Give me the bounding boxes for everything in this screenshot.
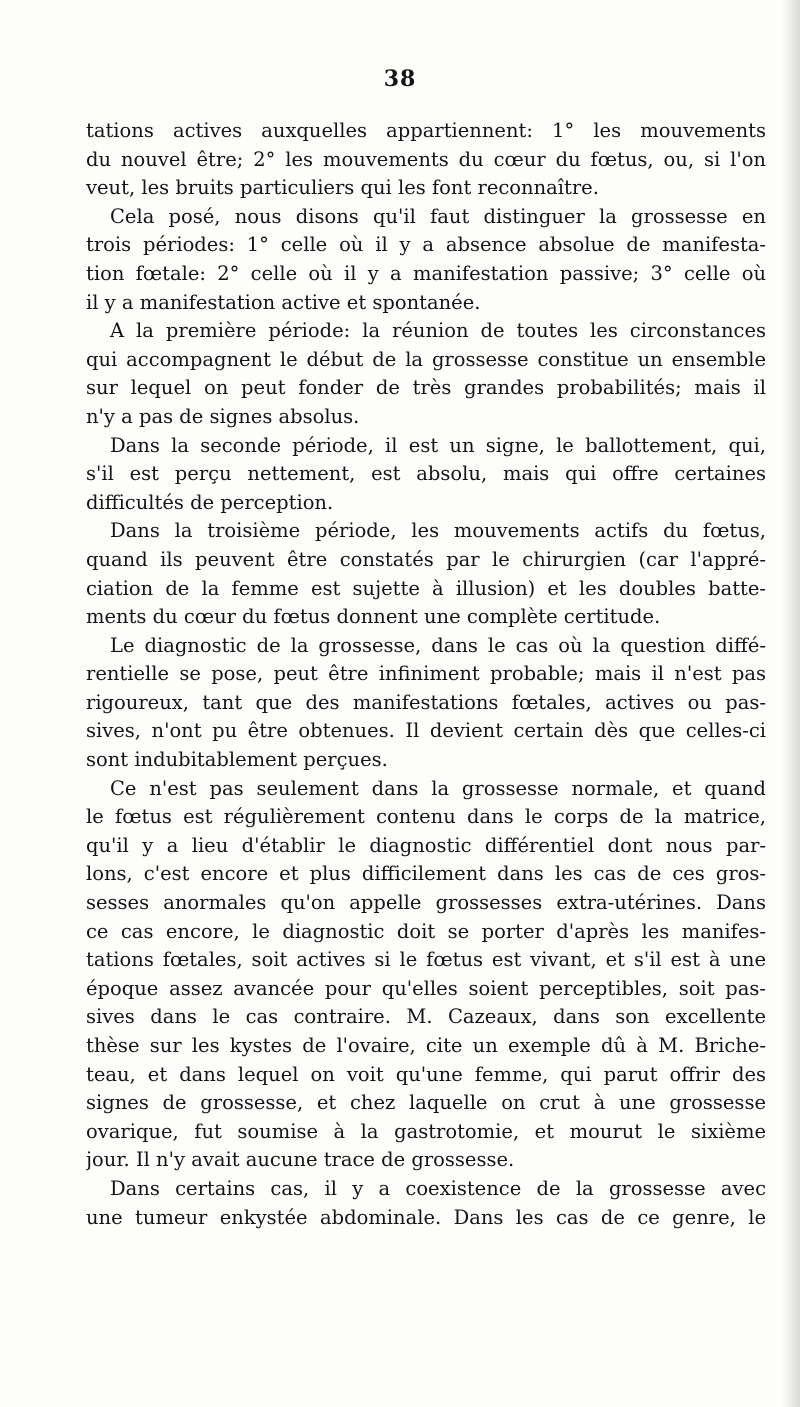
text-line: jour. Il n'y avait aucune trace de grossesse. [86,1148,515,1172]
text-line: A la première période: la réunion de toutes les circonstances [110,319,766,343]
text-line: Ce n'est pas seulement dans la grossesse normale, et quand [110,776,766,800]
text-line: une tumeur enkystée abdominale. Dans les cas de ce genre, le [86,1205,766,1229]
text-line: sives dans le cas contraire. M. Cazeaux, dans son excellente [86,1005,766,1029]
text-line: difficultés de perception. [86,490,334,514]
text-line: ovarique, fut soumise à la gastrotomie, et mourut le sixième [86,1119,766,1143]
text-line: Le diagnostic de la grossesse, dans le cas où la question diffé- [110,633,766,657]
text-line: le fœtus est régulièrement contenu dans le corps de la matrice, [86,805,766,829]
text-line: signes de grossesse, et chez laquelle on crut à une grossesse [86,1091,766,1115]
text-line: il y a manifestation active et spontanée. [86,290,481,314]
text-line: quand ils peuvent être constatés par le chirurgien (car l'appré- [86,547,766,571]
text-line: s'il est perçu nettement, est absolu, mais qui offre certaines [86,462,766,486]
text-line: n'y a pas de signes absolus. [86,404,360,428]
text-line: teau, et dans lequel on voit qu'une femme, qui parut offrir des [86,1062,766,1086]
text-line: thèse sur les kystes de l'ovaire, cite un exemple dû à M. Briche- [86,1034,766,1057]
page-edge-shadow [782,0,800,1407]
text-line: trois périodes: 1° celle où il y a absence absolue de manifesta- [86,233,766,257]
text-line: rentielle se pose, peut être infiniment probable; mais il n'est pas [86,662,766,686]
text-line: Dans la seconde période, il est un signe, le ballottement, qui, [110,433,766,457]
text-line: rigoureux, tant que des manifestations fœtales, actives ou pas- [86,690,766,714]
text-line: ciation de la femme est sujette à illusion) et les doubles batte- [86,576,766,600]
text-line: sur lequel on peut fonder de très grandes probabilités; mais il [86,376,766,400]
text-line: époque assez avancée pour qu'elles soient perceptibles, soit pas- [86,976,766,1000]
text-line: tations actives auxquelles appartiennent: 1° les mouvements [86,119,766,142]
text-line: Dans certains cas, il y a coexistence de la grossesse avec [110,1176,766,1200]
text-line: veut, les bruits particuliers qui les font reconnaître. [86,176,599,200]
text-line: qui accompagnent le début de la grossesse constitue un ensemble [86,347,766,371]
text-line: Cela posé, nous disons qu'il faut distinguer la grossesse en [110,204,766,228]
text-line: tion fœtale: 2° celle où il y a manifestation passive; 3° celle où [86,261,766,285]
text-line: lons, c'est encore et plus difficilement dans les cas de ces gros- [86,862,766,886]
text-line: sesses anormales qu'on appelle grossesses extra-utérines. Dans [86,891,766,915]
text-line: sont indubitablement perçues. [86,748,388,772]
text-line: sives, n'ont pu être obtenues. Il devient certain dès que celles-ci [86,719,766,743]
text-line: du nouvel être; 2° les mouvements du cœur du fœtus, ou, si l'on [86,147,766,171]
text-line: Dans la troisième période, les mouvements actifs du fœtus, [110,519,766,543]
text-line: ments du cœur du fœtus donnent une complète certitude. [86,605,661,629]
text-line: qu'il y a lieu d'établir le diagnostic différentiel dont nous par- [86,833,766,857]
text-line: tations fœtales, soit actives si le fœtus est vivant, et s'il est à une [86,948,766,972]
text-line: ce cas encore, le diagnostic doit se porter d'après les manifes- [86,919,766,943]
body-text [86,117,766,1232]
page-number: 38 [383,66,417,92]
